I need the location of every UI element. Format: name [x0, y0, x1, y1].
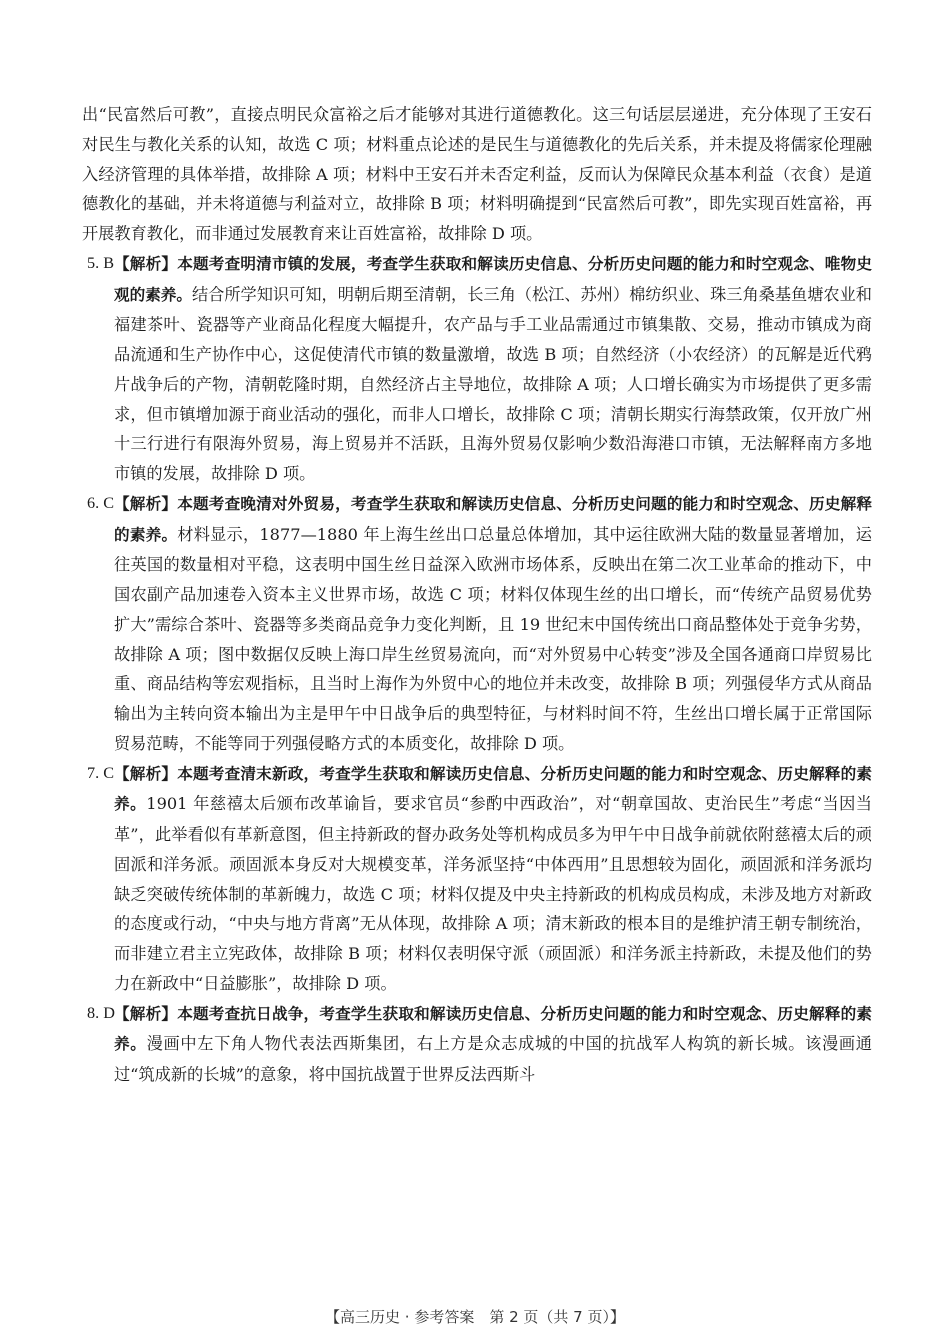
analysis-tag: 【解析】 — [114, 254, 178, 273]
answer-item-8 — [82, 999, 872, 1090]
answer-item-6 — [82, 489, 872, 759]
answer-item-5 — [82, 249, 872, 489]
analysis-tag: 【解析】 — [114, 1004, 178, 1023]
item-body: 1901 年慈禧太后颁布改革谕旨，要求官员“参酌中西政治”，对“朝章国故、吏治民生”考虑“当因当革”，此举看似有革新意图，但主持新政的督办政务处等机构成员多为甲午中日战争前就依附慈禧太后的顽固派和洋务派。顽固派本身反对大规模变革，洋务派坚持“中体西用”且思想较为固化，顽固派和洋务派均缺乏突破传统体制的革新魄力，故选 C 项；材料仅提及中央主持新政的机构成员构成，未涉及地方对新政的态度或行动，“中央与地方背离”无从体现，故排除 A 项；清末新政的根本目的是维护清王朝专制统治，而非建立君主立宪政体，故排除 B 项；材料仅表明保守派（顽固派）和洋务派主持新政，未提及他们的势力在新政中“日益膨胀”，故排除 D 项。 — [114, 794, 872, 993]
item-body: 结合所学知识可知，明朝后期至清朝，长三角（松江、苏州）棉纺织业、珠三角桑基鱼塘农业和福建茶叶、瓷器等产业商品化程度大幅提升，农产品与手工业品需通过市镇集散、交易，推动市镇成为商品流通和生产协作中心，这促使清代市镇的数量激增，故选 B 项；自然经济（小农经济）的瓦解是近代鸦片战争后的产物，清朝乾隆时期，自然经济占主导地位，故排除 A 项；人口增长确实为市场提供了更多需求，但市镇增加源于商业活动的强化，而非人口增长，故排除 C 项；清朝长期实行海禁政策，仅开放广州十三行进行有限海外贸易，海上贸易并不活跃，且海外贸易仅影响少数沿海港口市镇，无法解释南方多地市镇的发展，故排除 D 项。 — [114, 284, 872, 483]
item-number: 8. D — [87, 1003, 115, 1022]
answer-text-body — [82, 100, 872, 1090]
item-number: 6. C — [87, 493, 114, 512]
item-lead: 本题考查抗日战争，考查学生获取和解读历史信息、分析历史问题的能力和时空观念、历史解释的素养。 — [114, 1004, 872, 1054]
item-number: 5. B — [87, 253, 114, 272]
item-lead: 本题考查晚清对外贸易，考查学生获取和解读历史信息、分析历史问题的能力和时空观念、历史解释的素养。 — [114, 494, 872, 544]
item-body: 漫画中左下角人物代表法西斯集团，右上方是众志成城的中国的抗战军人构筑的新长城。该漫画通过“筑成新的长城”的意象，将中国抗战置于世界反法西斯斗 — [114, 1034, 872, 1084]
item-body: 材料显示，1877—1880 年上海生丝出口总量总体增加，其中运往欧洲大陆的数量显著增加，运往英国的数量相对平稳，这表明中国生丝日益深入欧洲市场体系，反映出在第二次工业革命的推动下，中国农副产品加速卷入资本主义世界市场，故选 C 项；材料仅体现生丝的出口增长，而“传统产品贸易优势扩大”需综合茶叶、瓷器等多类商品竞争力变化判断，且 19 世纪末中国传统出口商品整体处于竞争劣势，故排除 A 项；图中数据仅反映上海口岸生丝贸易流向，而“对外贸易中心转变”涉及全国各通商口岸贸易比重、商品结构等宏观指标，且当时上海作为外贸中心的地位并未改变，故排除 B 项；列强侵华方式从商品输出为主转向资本输出为主是甲午中日战争后的典型特征，与材料时间不符，生丝出口增长属于正常国际贸易范畴，不能等同于列强侵略方式的本质变化，故排除 D 项。 — [114, 524, 872, 753]
page-footer: 【高三历史 · 参考答案 第 2 页（共 7 页）】 — [325, 1308, 625, 1326]
intro-paragraph: 出“民富然后可教”，直接点明民众富裕之后才能够对其进行道德教化。这三句话层层递进，充分体现了王安石对民生与教化关系的认知，故选 C 项；材料重点论述的是民生与道德教化的先后关系，并未提及将儒家伦理融入经济管理的具体举措，故排除 A 项；材料中王安石并未否定利益，反而认为保障民众基本利益（衣食）是道德教化的基础，并未将道德与利益对立，故排除 B 项；材料明确提到“民富然后可教”，即先实现百姓富裕，再开展教育教化，而非通过发展教育来让百姓富裕，故排除 D 项。 — [82, 105, 872, 243]
analysis-tag: 【解析】 — [114, 494, 178, 513]
answer-item-7 — [82, 759, 872, 999]
item-lead: 本题考查清末新政，考查学生获取和解读历史信息、分析历史问题的能力和时空观念、历史解释的素养。 — [114, 764, 872, 814]
analysis-tag: 【解析】 — [114, 764, 178, 783]
item-lead: 本题考查明清市镇的发展，考查学生获取和解读历史信息、分析历史问题的能力和时空观念、唯物史观的素养。 — [114, 254, 872, 304]
item-number: 7. C — [87, 763, 114, 782]
